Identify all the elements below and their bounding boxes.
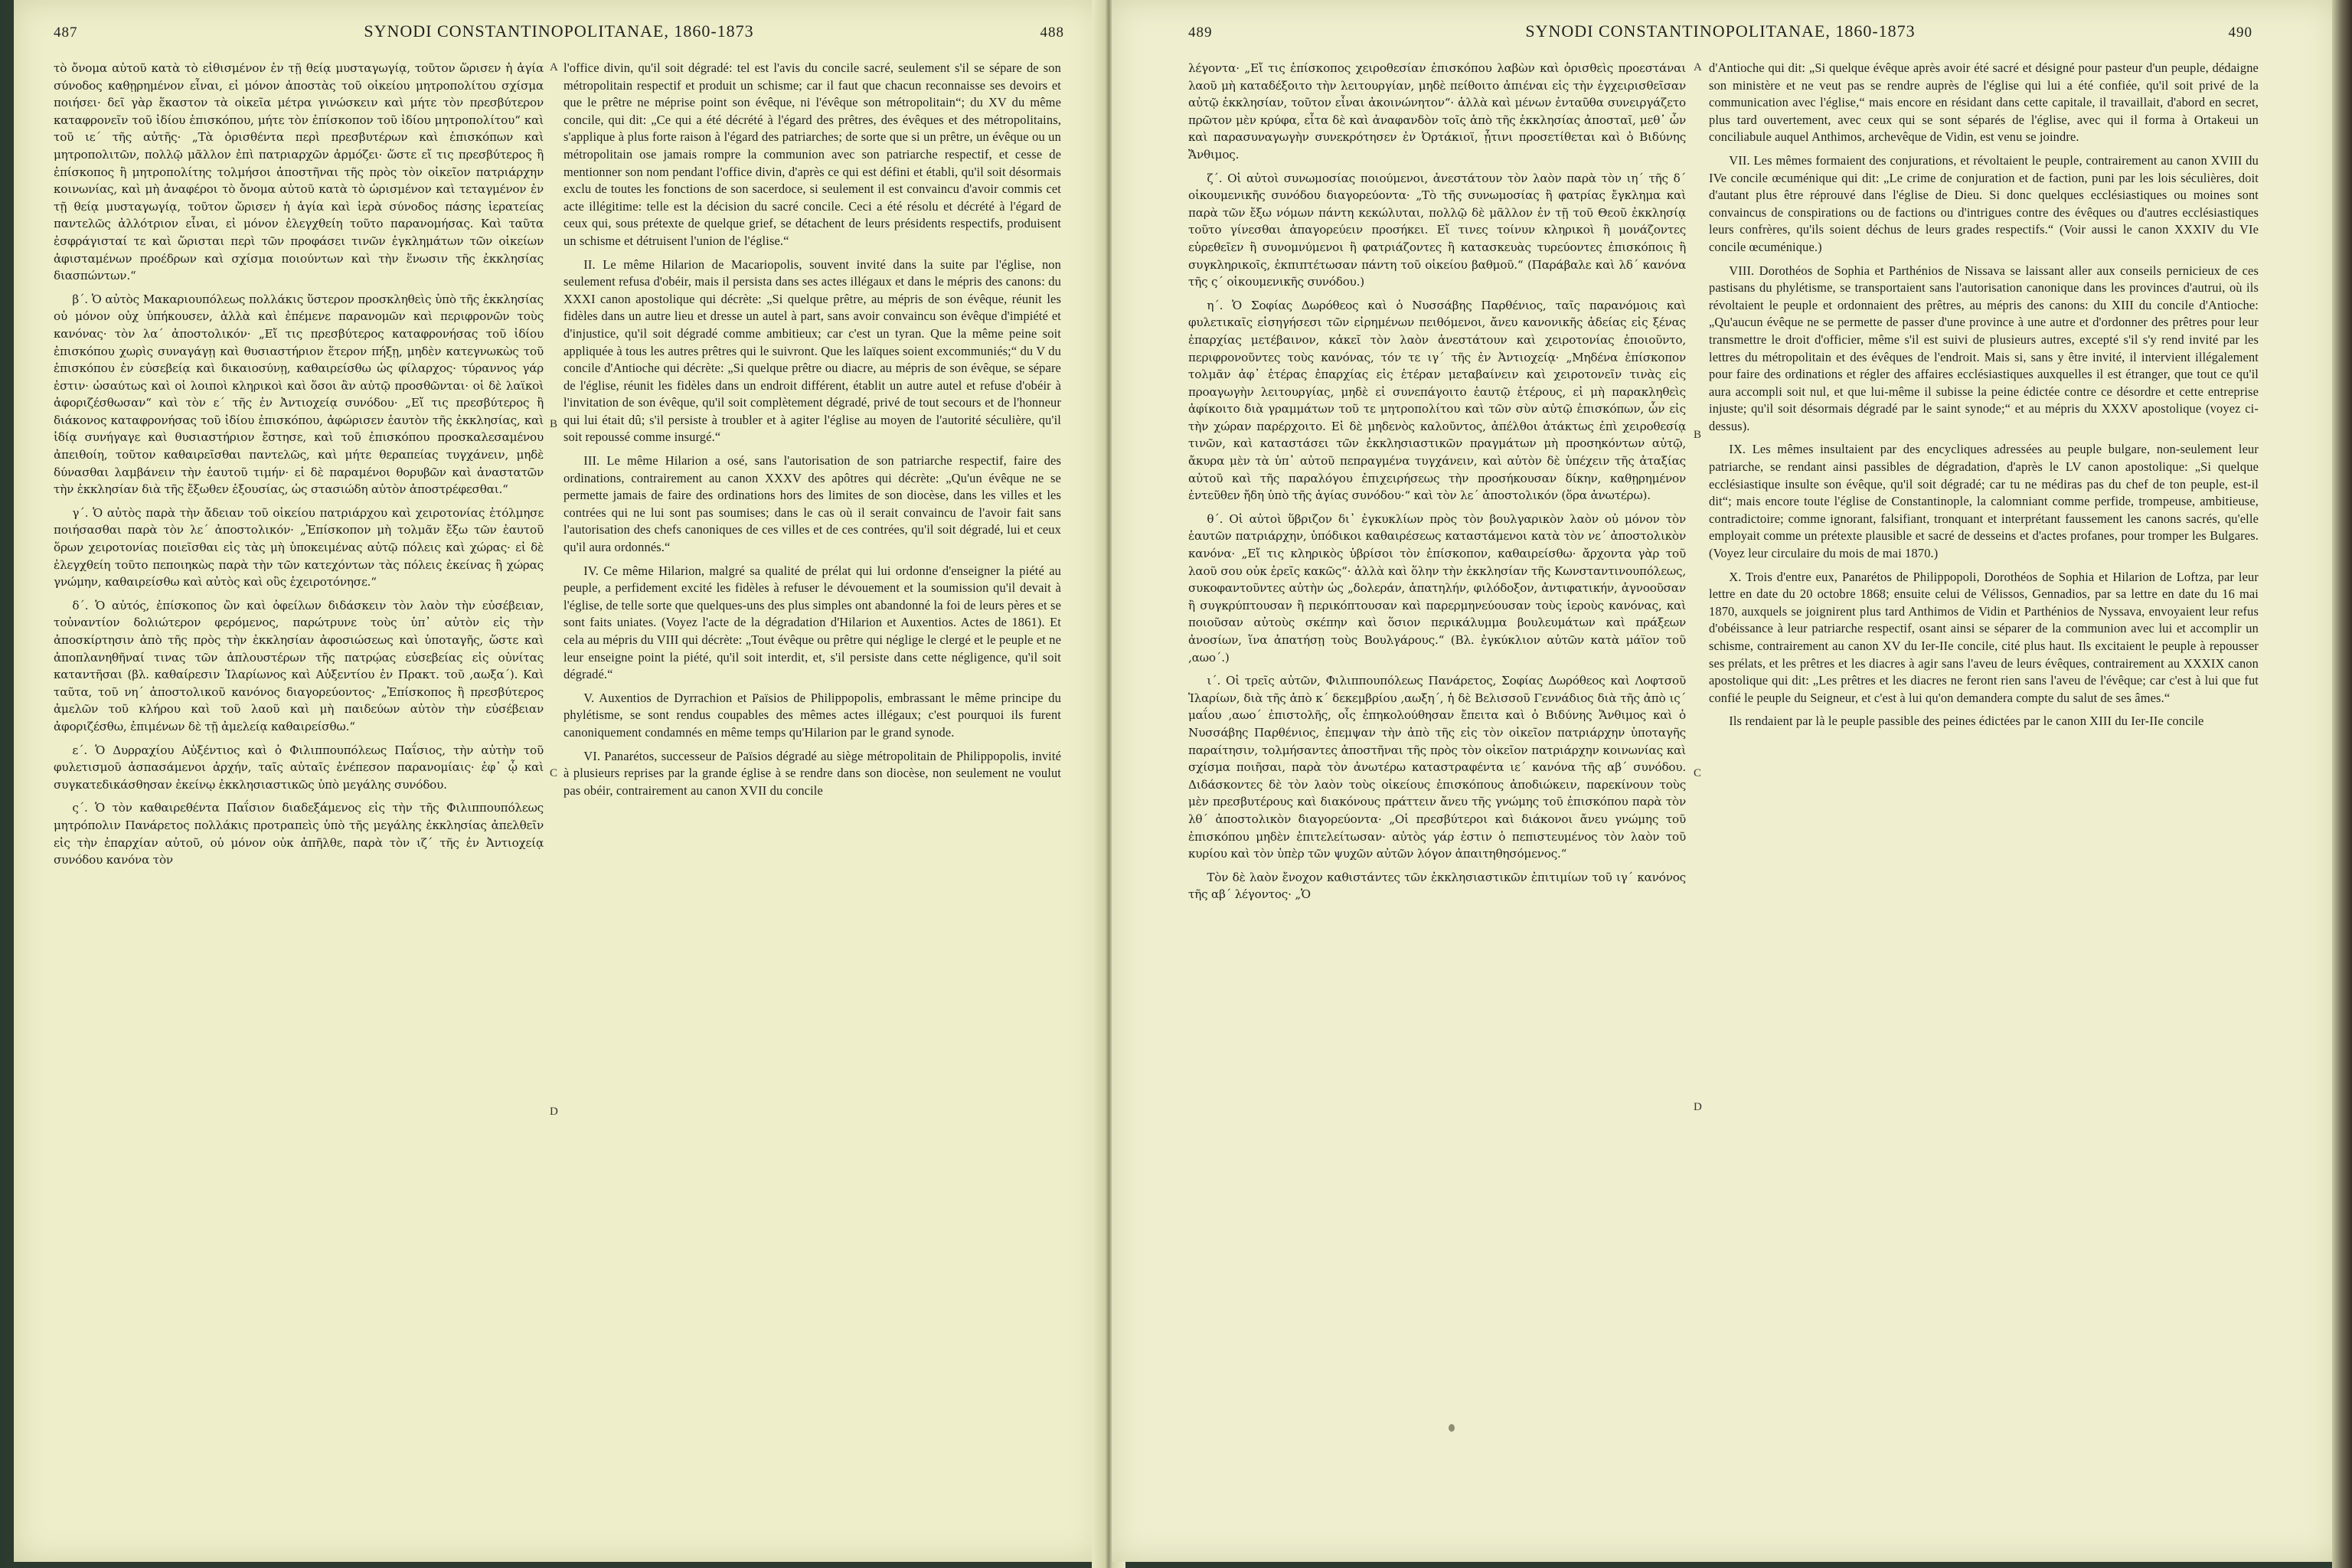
greek-column [54, 60, 544, 875]
french-column [1709, 60, 2259, 737]
margin-letter: D [1694, 1101, 1702, 1113]
margin-letter: D [550, 1106, 558, 1118]
greek-paragraph: η΄. Ὁ Σοφίας Δωρόθεος καὶ ὁ Νυσσάβης Παρθένιος, ταῖς παρανόμοις καὶ φυλετικαῖς εἰσηγήσεσι τῶν εἰρημένων πειθόμενοι, ἄνευ κανονικῆς ἀδείας εἰς ξένας ἐπαρχίας μετέβαινον, κἀκεῖ τὸν λαὸν ἀνεστάτουν καὶ χειροτονίας ἐποιοῦντο, περιφρονοῦντες τοὺς κανόνας, τόν τε ιγ΄ τῆς ἐν Ἀντιοχείᾳ· „Μηδένα ἐπίσκοπον τολμᾶν ἀφ᾽ ἑτέρας ἐπαρχίας εἰς ἑτέραν μεταβαίνειν καὶ χειροτονεῖν τινὰς εἰς προαγωγὴν λειτουργίας, μηδὲ εἰ συνεπάγοιτο ἑαυτῷ ἑτέρους, εἰ μὴ παρακληθεὶς ἀφίκοιτο διὰ γραμμάτων τοῦ τε μητροπολίτου καὶ τῶν σὺν αὐτῷ ἐπισκόπων, ὧν εἰς τὴν χώραν παρέρχοιτο. Εἰ δὲ μηδενὸς καλοῦντος, ἀπέλθοι ἀτάκτως ἐπὶ χειροθεσίᾳ τινῶν, καὶ καταστάσει τῶν ἐκκλησιαστικῶν πραγμάτων μὴ προσηκόντων αὐτῷ, ἄκυρα μὲν τὰ ὑπ᾽ αὐτοῦ πεπραγμένα τυγχάνειν, καὶ αὐτὸν δὲ ὑπέχειν τῆς ἀταξίας αὐτοῦ καὶ τῆς παραλόγου ἐπιχειρήσεως τὴν προσήκουσαν δίκην, καθῃρημένον ἐντεῦθεν ἤδη ὑπὸ τῆς ἁγίας συνόδου·“ καὶ τὸν λε΄ ἀποστολικόν (ὅρα ἀνωτέρω). [1188, 298, 1686, 503]
page-number: 488 [1040, 24, 1064, 41]
margin-letter: A [1694, 61, 1702, 74]
french-paragraph: d'Antioche qui dit: „Si quelque évêque après avoir été sacré et désigné pour pasteur d'un peuple, dédaigne son ministère et ne veut pas se rendre auprès de l'église qui lui a été confiée, qu'il soit privé de la communication avec l'église,“ mais encore en résidant dans cette capitale, il travaillait, d'abord en secret, plus tard ouvertement, avec ceux qui se sont séparés de l'église, avec qui il forma à Ortakeui un conciliabule auquel Anthimos, archevêque de Vidin, est venu se joindre. [1709, 60, 2259, 145]
french-paragraph: IV. Ce même Hilarion, malgré sa qualité de prélat qui lui ordonne d'enseigner la piété au peuple, a perfidement excité les fidèles à refuser le dévouement et la soumission qu'il devait à l'église, de telle sorte que quelques-uns des plus simples ont abandonné la foi de leurs pères et se sont faits uniates. (Voyez l'acte de la dégradation d'Hilarion et Auxentios. Actes de 1861). Et cela au mépris du VIII qui décrète: „Tout évêque ou prêtre qui néglige le clergé et le peuple et ne leur enseigne point la piété, qu'il soit interdit, et, s'il persiste dans cette négligence, qu'il soit dégradé.“ [564, 563, 1061, 682]
margin-letter: B [550, 418, 558, 430]
greek-paragraph: ε΄. Ὁ Δυρραχίου Αὐξέντιος καὶ ὁ Φιλιππουπόλεως Παΐσιος, τὴν αὐτὴν τοῦ φυλετισμοῦ ἀσπασάμενοι ἀρχήν, ταῖς αὐταῖς ἐνέπεσον παρανομίαις· ἐφ᾽ ᾧ καὶ συγκατεδικάσθησαν ἐκείνῳ ἐκκλησιαστικῶς ὑπὸ μεγάλης συνόδου. [54, 743, 544, 792]
french-paragraph: II. Le même Hilarion de Macariopolis, souvent invité dans la suite par l'église, non seulement refusa d'obéir, mais il persista dans ses actes illégaux et dans le mépris des canons: du XXXI canon apostolique qui décrète: „Si quelque prêtre, au mépris de son évêque, réunit les fidèles dans un autre lieu et dresse un autel à part, sans avoir convaincu son évêque d'impiété et d'injustice, qu'il soit dégradé comme ambitieux; car c'est un tyran. Que la même peine soit appliquée à tous les autres prêtres qui le suivront. Que les laïques soient excommuniés;“ du V du concile d'Antioche qui décrète: „Si quelque prêtre ou diacre, au mépris de son évêque, se sépare de l'église, réunit les fidèles dans un endroit différent, établit un autre autel et refuse d'obéir à l'invitation de son évêque, qu'il soit complètement dégradé, privé de tout secours et de l'honneur qui lui était dû; s'il persiste à troubler et à agiter l'église au moyen de l'autorité séculière, qu'il soit repoussé comme insurgé.“ [564, 256, 1061, 445]
french-paragraph: l'office divin, qu'il soit dégradé: tel est l'avis du concile sacré, seulement s'il se sépare de son métropolitain respectif et produit un schisme; car il faut que chacun reconnaisse ses devoirs et que le prêtre ne méprise point son évêque, ni l'évêque son métropolitain“; du XV du même concile, qui dit: „Ce qui a été décrété à l'égard des prêtres, des évêques et des métropolitains, s'applique à plus forte raison à l'égard des patriarches; de sorte que si un prêtre, un évêque ou un métropolitain ose jamais rompre la communion avec son patriarche respectif, et cesse de mentionner son nom pendant l'office divin, d'après ce qui est défini et établi, qu'il soit désormais exclu de toutes les fonctions de son sacerdoce, si seulement il est convaincu d'avoir commis cet acte illégitime: telle est la décision du sacré concile. Ceci a été résolu et décrété à l'égard de ceux qui, sous prétexte de quelque grief, se détachent de leurs présidents respectifs, produisent un schisme et détruisent l'union de l'église.“ [564, 60, 1061, 248]
french-paragraph: III. Le même Hilarion a osé, sans l'autorisation de son patriarche respectif, faire des ordinations, contrairement au canon XXXV des apôtres qui décrète: „Qu'un évêque ne se permette jamais de faire des ordinations hors des limites de son diocèse, dans les villes et les contrées qui ne lui sont pas soumises; dans le cas où il serait convaincu de l'avoir fait sans l'autorisation des chefs canoniques de ces villes et de ces contrées, qu'il soit dégradé, lui et ceux qu'il aura ordonnés.“ [564, 453, 1061, 555]
french-paragraph: V. Auxentios de Dyrrachion et Païsios de Philippopolis, embrassant le même principe du phylétisme, se sont rendus coupables des mêmes actes illégaux; c'est pourquoi ils furent canoniquement condamnés en même temps qu'Hilarion par le grand synode. [564, 690, 1061, 740]
left-page [14, 0, 1101, 1562]
page-number: 487 [54, 24, 78, 41]
french-paragraph: VI. Panarétos, successeur de Païsios dégradé au siège métropolitain de Philippopolis, invité à plusieurs reprises par la grande église à se rendre dans son diocèse, non seulement ne voulut pas obéir, contrairement au canon XVII du concile [564, 748, 1061, 798]
page-number: 489 [1188, 24, 1213, 41]
french-paragraph: VII. Les mêmes formaient des conjurations, et révoltaient le peuple, contrairement au canon XVIII du IVe concile œcuménique qui dit: „Le crime de conjuration et de faction, puni par les lois séculières, doit d'autant plus être réprouvé dans l'église de Dieu. Si donc quelques ecclésiastiques ou moines sont convaincus de conspirations ou de factions ou d'intrigues contre des évêques ou d'autres ecclésiastiques leurs confrères, qu'ils soient déchus de leurs grades respectifs.“ (Voir aussi le canon XXXIV du VIe concile œcuménique.) [1709, 152, 2259, 254]
running-title: SYNODI CONSTANTINOPOLITANAE, 1860-1873 [1525, 21, 1916, 41]
page-edge [2332, 0, 2352, 1568]
greek-paragraph: β΄. Ὁ αὐτὸς Μακαριουπόλεως πολλάκις ὕστερον προσκληθεὶς ὑπὸ τῆς ἐκκλησίας οὐ μόνον οὐχ ὑπήκουσεν, ἀλλὰ καὶ ἐπέμενε παρανομῶν καὶ περιφρονῶν τοὺς κανόνας· τὸν λα΄ ἀποστολικόν· „Εἴ τις πρεσβύτερος καταφρονήσας τοῦ ἰδίου ἐπισκόπου χωρὶς συναγάγῃ καὶ θυσιαστήριον ἕτερον πήξῃ, μηδὲν κατεγνωκὼς τοῦ ἐπισκόπου ἐν εὐσεβείᾳ καὶ δικαιοσύνῃ, καθαιρείσθω ὡς φίλαρχος· τύραννος γάρ ἐστιν· ὡσαύτως καὶ οἱ λοιποὶ κληρικοὶ καὶ ὅσοι ἂν αὐτῷ προσθῶνται· οἱ δὲ λαϊκοὶ ἀφοριζέσθωσαν“ καὶ τὸν ε΄ τῆς ἐν Ἀντιοχείᾳ συνόδου· „Εἴ τις πρεσβύτερος ἢ διάκονος καταφρονήσας τοῦ ἰδίου ἐπισκόπου, ἀφώρισεν ἑαυτὸν τῆς ἐκκλησίας, καὶ ἰδίᾳ συνήγαγε καὶ θυσιαστήριον ἔστησε, καὶ τοῦ ἐπισκόπου προσκαλεσαμένου ἀπειθοίη, τοῦτον καθαιρεῖσθαι παντελῶς, καὶ μήτε θεραπείας τυγχάνειν, μηδὲ δύνασθαι λαμβάνειν τὴν ἑαυτοῦ τιμήν· εἰ δὲ παραμένοι θορυβῶν καὶ ἀναστατῶν τὴν ἐκκλησίαν διὰ τῆς ἔξωθεν ἐξουσίας, ὡς στασιώδη αὐτὸν ἀποστρέφεσθαι.“ [54, 292, 544, 497]
greek-paragraph: λέγοντα· „Εἴ τις ἐπίσκοπος χειροθεσίαν ἐπισκόπου λαβὼν καὶ ὁρισθεὶς προεστάναι λαοῦ μὴ καταδέξοιτο τὴν λειτουργίαν, μηδὲ πείθοιτο ἀπιέναι εἰς τὴν ἐγχειρισθεῖσαν αὐτῷ ἐκκλησίαν, τοῦτον εἶναι ἀκοινώνητον“· ἀλλὰ καὶ μένων ἐνταῦθα συνειργάζετο πρῶτον μὲν κρύφα, εἶτα δὲ καὶ ἀναφανδὸν τοῖς ἀπὸ τῆς ἐκκλησίας ἀποσταῖ, μεθ᾽ ὧν καὶ παρασυναγωγὴν συνεκρότησεν ἐν Ὀρτάκιοϊ, ᾗτινι προσετίθεται καὶ ὁ Βιδύνης Ἄνθιμος. [1188, 61, 1686, 162]
greek-paragraph: ζ΄. Οἱ αὐτοὶ συνωμοσίας ποιούμενοι, ἀνεστάτουν τὸν λαὸν παρὰ τὸν ιη΄ τῆς δ΄ οἰκουμενικῆς συνόδου διαγορεύοντα· „Τὸ τῆς συνωμοσίας ἢ φατρίας ἔγκλημα καὶ παρὰ τῶν ἔξω νόμων πάντη κεκώλυται, πολλῷ δὲ μᾶλλον ἐν τῇ τοῦ Θεοῦ ἐκκλησίᾳ τοῦτο γίνεσθαι ἀπαγορεύειν προσήκει. Εἴ τινες τοίνυν κληρικοὶ ἢ μονάζοντες εὑρεθεῖεν ἢ συνομνύμενοι ἢ φατριάζοντες ἢ κατασκευὰς τυρεύοντες ἐπισκόποις ἢ συγκληρικοῖς, ἐκπιπτέτωσαν πάντη τοῦ οἰκείου βαθμοῦ.“ (Παράβαλε καὶ λδ΄ κανόνα τῆς ς΄ οἰκουμενικῆς συνόδου.) [1188, 171, 1686, 289]
book-spread [5, 0, 2349, 1568]
greek-paragraph: ς΄. Ὁ τὸν καθαιρεθέντα Παΐσιον διαδεξάμενος εἰς τὴν τῆς Φιλιππουπόλεως μητρόπολιν Πανάρετος πολλάκις προτραπεὶς ὑπὸ τῆς μεγάλης ἐκκλησίας ἀπελθεῖν εἰς τὴν ἐπαρχίαν αὐτοῦ, οὐ μόνον οὐκ ἀπῆλθε, παρὰ τὸν ιζ΄ τῆς ἐν Ἀντιοχείᾳ συνόδου κανόνα τὸν [54, 801, 544, 867]
french-paragraph: VIII. Dorothéos de Sophia et Parthénios de Nissava se laissant aller aux conseils pernicieux de ces pastisans du phylétisme, se transportaient sans l'autorisation canonique dans les provinces d'autrui, où ils révoltaient le peuple et ordonnaient des prêtres, au mépris des canons: du XIII du concile d'Antioche: „Qu'aucun évêque ne se permette de passer d'une province à une autre et d'ordonner des prêtres pour leur transmettre le droit d'officier, même s'il est suivi de plusieurs autres, excepté s'il s'y rend invité par les lettres du métropolitain et des évêques de l'endroit. Mais si, sans y être invité, il intervient illégalement pour faire des ordinations et régler des affaires ecclésiastiques auxquelles il est étranger, que tout ce qu'il aura accompli soit nul, et que lui-même il subisse la peine édictée contre ce désordre et cette entreprise injuste; qu'il soit désormais dégradé par le saint synode;“ et au mépris du XXXV apostolique (voyez ci-dessus). [1709, 263, 2259, 433]
margin-letter: C [1694, 767, 1702, 779]
page-number: 490 [2228, 24, 2252, 41]
right-page [1112, 0, 2337, 1562]
greek-paragraph: θ΄. Οἱ αὐτοὶ ὕβριζον δι᾽ ἐγκυκλίων πρὸς τὸν βουλγαρικὸν λαὸν οὐ μόνον τὸν ἑαυτῶν πατριάρχην, ὑπόδικοι καθαιρέσεως καταστάμενοι κατὰ τὸν νε΄ ἀποστολικὸν κανόνα· „Εἴ τις κληρικὸς ὑβρίσοι τὸν ἐπίσκοπον, καθαιρείσθω· ἄρχοντα γὰρ τοῦ λαοῦ σου οὐκ ἐρεῖς κακῶς“· ἀλλὰ καὶ ὅλην τὴν ἐκκλησίαν τῆς Κωνσταντινουπόλεως, συκοφαντοῦντες αὐτὴν ὡς „δολεράν, ἀπατηλήν, φιλόδοξον, ἀντιφατικήν, ἀγνοοῦσαν ἢ συγκρύπτουσαν ἢ περικόπτουσαν καὶ παρερμηνεύουσαν τοὺς ἱεροὺς κανόνας, καὶ ποιοῦσαν αὐτοὺς σκέπην καὶ ὅσιον περικάλυμμα βουλευμάτων καὶ πράξεων ἀνοσίων, ἵνα ἁπατήσῃ τοὺς Βουλγάρους.“ (Βλ. ἐγκύκλιον αὐτῶν κατὰ μάϊον τοῦ ,αωο΄.) [1188, 511, 1686, 665]
running-title: SYNODI CONSTANTINOPOLITANAE, 1860-1873 [364, 21, 754, 41]
greek-paragraph: δ΄. Ὁ αὐτός, ἐπίσκοπος ὢν καὶ ὀφείλων διδάσκειν τὸν λαὸν τὴν εὐσέβειαν, τοὐναντίον δολιώτερον φερόμενος, παρώτρυνε τοὺς ὑπ᾽ αὐτὸν εἰς τὴν ἀποσκίρτησιν ἀπὸ τῆς πρὸς τὴν ἐκκλησίαν ἀφοσιώσεως καὶ ὑποταγῆς, ὥστε καὶ ἀποπλανηθῆναί τινας τῶν ἁπλουστέρων τῆς πατρῴας εὐσεβείας εἰς οὐνίτας καταντῆσαι (βλ. καθαίρεσιν Ἱλαρίωνος καὶ Αὐξεντίου ἐν Πρακτ. τοῦ ,αωξα΄). Καὶ ταῦτα, τοῦ νη΄ ἀποστολικοῦ κανόνος διαγορεύοντος· „Ἐπίσκοπος ἢ πρεσβύτερος ἀμελῶν τοῦ κλήρου καὶ τοῦ λαοῦ καὶ μὴ παιδεύων αὐτὸν τὴν εὐσέβειαν ἀφοριζέσθω, ἐπιμένων δὲ τῇ ἀμελείᾳ καθαιρείσθω.“ [54, 598, 544, 733]
greek-paragraph: Τὸν δὲ λαὸν ἔνοχον καθιστάντες τῶν ἐκκλησιαστικῶν ἐπιτιμίων τοῦ ιγ΄ κανόνος τῆς αβ΄ λέγοντος· „Ὁ [1188, 870, 1686, 902]
greek-paragraph: ι΄. Οἱ τρεῖς αὐτῶν, Φιλιππουπόλεως Πανάρετος, Σοφίας Δωρόθεος καὶ Λοφτσοῦ Ἱλαρίων, διὰ τῆς ἀπὸ κ΄ δεκεμβρίου ,αωξη΄, ἡ δὲ Βελισσοῦ Γεννάδιος διὰ τῆς ἀπὸ ις΄ μαΐου ,αωο΄ ἐπιστολῆς, οἷς ἐπηκολούθησαν ἔπειτα καὶ ὁ Βιδύνης Ἄνθιμος καὶ ὁ Νυσσάβης Παρθένιος, ἐπεμψαν τὴν ἀπὸ τῆς εἰς τὸν οἰκεῖον πατριάρχην ὑποταγῆς παραίτησιν, τολμήσαντες ἀποστῆναι τῆς πρὸς τὸν οἰκεῖον πατριάρχην κοινωνίας καὶ σχίσμα ποιῆσαι, παρὰ τὸν ἀνωτέρω καταστραφέντα ιε΄ κανόνα τῆς αβ΄ συνόδου. Διδάσκοντες δὲ τὸν λαὸν τοὺς οἰκείους ἐπισκόπους ἀποδιώκειν, παρεκίνουν τοὺς μὲν πρεσβυτέρους καὶ διακόνους πράττειν ἄνευ τῆς γνώμης τοῦ ἐπισκόπου παρὰ τὸν λθ΄ ἀποστολικὸν διαγορεύοντα· „Οἱ πρεσβύτεροι καὶ διάκονοι ἄνευ γνώμης τοῦ ἐπισκόπου μηδὲν ἐπιτελείτωσαν· αὐτὸς γάρ ἐστιν ὁ πεπιστευμένος τὸν λαὸν τοῦ κυρίου καὶ τὸν ὑπὲρ τῶν ψυχῶν αὐτῶν λόγον ἀπαιτηθησόμενος.“ [1188, 674, 1686, 861]
french-paragraph: X. Trois d'entre eux, Panarétos de Philippopoli, Dorothéos de Sophia et Hilarion de Loftza, par leur lettre en date du 20 octobre 1868; ensuite celui de Vélissos, Gennadios, par sa lettre en date du 16 mai 1870, auxquels se joignirent plus tard Anthimos de Vidin et Parthénios de Nyssava, envoyaient leur refus d'obéissance à leur patriarche respectif, osant ainsi se séparer de la communion avec lui et accomplir un schisme, contrairement au canon XV du Ier-IIe concile, cité plus haut. Ils excitaient le peuple à repousser ses prélats, et les prêtres et les diacres à agir sans l'aveu de leurs évêques, contrairement au XXXIX canon apostolique qui dit: „Les prêtres et les diacres ne feront rien sans l'aveu de l'évêque; car c'est à lui que fut confié le peuple du Seigneur, et c'est à lui qu'on demandera compte du salut de ses âmes.“ [1709, 569, 2259, 705]
margin-letter: C [550, 767, 558, 779]
right-page-header [1188, 21, 2252, 41]
french-paragraph: IX. Les mêmes insultaient par des encycliques adressées au peuple bulgare, non-seulement leur patriarche, se rendant ainsi passibles de dégradation, d'après le LV canon apostolique: „Si quelque ecclésiastique insulte son évêque, qu'il soit dégradé; car tu ne médiras pas du chef de ton peuple, est-il dit“; mais encore toute l'église de Constantinople, la calomniant comme perfide, trompeuse, ambitieuse, contradictoire; comme ignorant, falsifiant, tronquant et interprétant faussement les canons sacrés, qu'elle employait comme un prétexte plausible et sacré de desseins et d'actes profanes, pour tromper les Bulgares. (Voyez leur circulaire du mois de mai 1870.) [1709, 442, 2259, 561]
greek-paragraph: γ΄. Ὁ αὐτὸς παρὰ τὴν ἄδειαν τοῦ οἰκείου πατριάρχου καὶ χειροτονίας ἐτόλμησε ποιήσασθαι παρὰ τὸν λε΄ ἀποστολικόν· „Ἐπίσκοπον μὴ τολμᾶν ἔξω τῶν ἑαυτοῦ ὅρων χειροτονίας ποιεῖσθαι εἰς τὰς μὴ ὑποκειμένας αὐτῷ πόλεις καὶ χώρας· εἰ δὲ ἐλεγχθείη τοῦτο πεποιηκὼς παρὰ τὴν τῶν κατεχόντων τὰς πόλεις ἐκείνας ἢ χώρας γνώμην, καθαιρείσθω καὶ αὐτὸς καὶ οὓς ἐχειροτόνησε.“ [54, 505, 544, 590]
margin-letter: B [1694, 429, 1702, 441]
french-column [564, 60, 1061, 805]
greek-column [1188, 60, 1686, 910]
greek-paragraph: τὸ ὄνομα αὐτοῦ κατὰ τὸ εἰθισμένον ἐν τῇ θείᾳ μυσταγωγίᾳ, τοῦτον ὥρισεν ἡ ἁγία σύνοδος καθῃρημένον εἶναι, εἰ μόνον ἀποστὰς τοῦ οἰκείου μητροπολίτου σχίσμα ποιήσει· δεῖ γὰρ ἕκαστον τὰ οἰκεῖα μέτρα γινώσκειν καὶ μήτε τὸν πρεσβύτερον καταφρονεῖν τοῦ ἰδίου ἐπισκόπου, μήτε τὸν ἐπίσκοπον τοῦ ἰδίου μητροπολίτου“ καὶ τοῦ ιε΄ τῆς αὐτῆς· „Τὰ ὁρισθέντα περὶ πρεσβυτέρων καὶ ἐπισκόπων καὶ μητροπολιτῶν, πολλῷ μᾶλλον ἐπὶ πατριαρχῶν ἁρμόζει· ὥστε εἴ τις πρεσβύτερος ἢ ἐπίσκοπος ἢ μητροπολίτης τολμήσοι ἀποστῆναι τῆς πρὸς τὸν οἰκεῖον πατριάρχην κοινωνίας, καὶ μὴ ἀναφέροι τὸ ὄνομα αὐτοῦ κατὰ τὸ ὡρισμένον καὶ τεταγμένον ἐν τῇ θείᾳ μυσταγωγίᾳ, τοῦτον ὥρισεν ἡ ἁγία καὶ ἱερὰ σύνοδος πάσης ἱερατείας παντελῶς ἀλλότριον εἶναι, εἰ μόνον ἐλεγχθείη τοῦτο παρανομήσας. Καὶ ταῦτα ἐσφράγισταί τε καὶ ὥρισται περὶ τῶν προφάσει τινῶν ἐγκλημάτων τῶν οἰκείων ἀφισταμένων προέδρων καὶ σχίσμα ποιούντων καὶ τὴν ἕνωσιν τῆς ἐκκλησίας διασπώντων.“ [54, 61, 544, 283]
french-paragraph: Ils rendaient par là le peuple passible des peines édictées par le canon XIII du Ier-IIe concile [1729, 714, 2204, 729]
ink-smudge [1449, 1424, 1455, 1432]
margin-letter: A [550, 61, 558, 74]
left-page-header [54, 21, 1064, 41]
